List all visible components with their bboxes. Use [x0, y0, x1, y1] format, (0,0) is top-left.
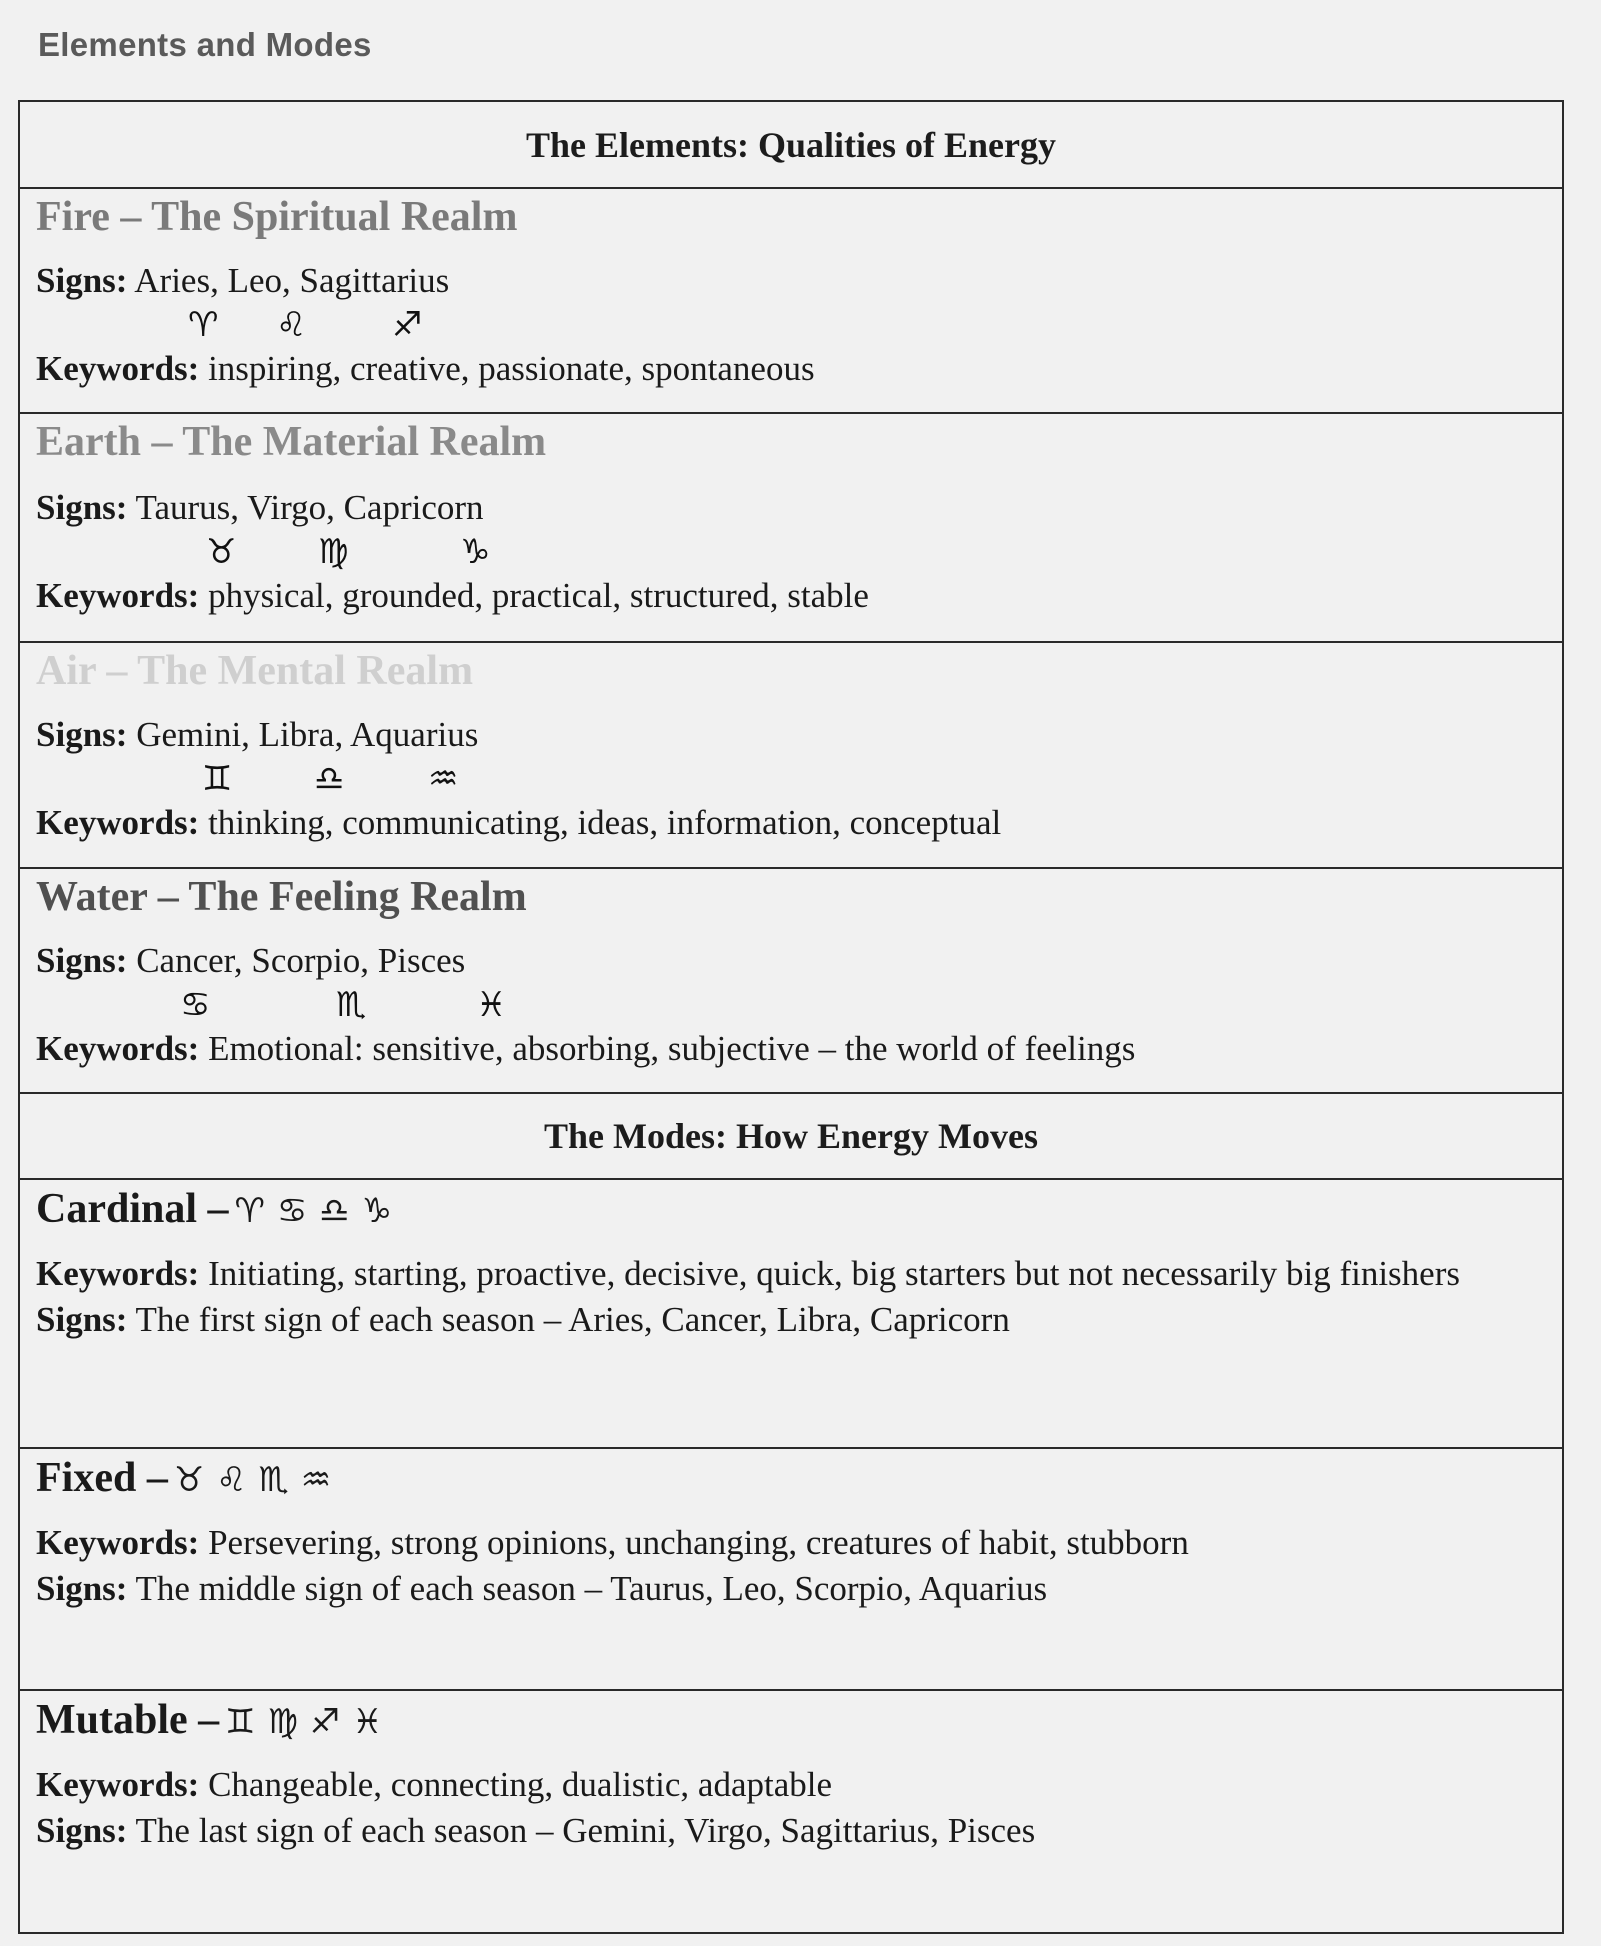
signs-line [36, 941, 1562, 981]
element-title-air: Air – The Mental Realm [36, 648, 474, 694]
signs-text: Cancer, Scorpio, Pisces [127, 941, 466, 980]
modes-header: The Modes: How Energy Moves [544, 1116, 1038, 1156]
element-row-water [20, 873, 1562, 1094]
virgo-glyph-icon: ♍ [318, 532, 349, 572]
signs-label: Signs: [36, 715, 128, 754]
signs-line [36, 715, 1562, 755]
mutable-signs-glyph-icon: ♊ ♍ ♐ ♓ [225, 1702, 383, 1742]
modes-header-row [20, 1094, 1562, 1180]
mode-name: Cardinal – [36, 1186, 229, 1232]
signs-line [36, 1569, 1544, 1609]
keywords-line [36, 1523, 1544, 1563]
leo-glyph-icon: ♌ [276, 305, 307, 345]
keywords-text: Initiating, starting, proactive, decisive, quick, big starters but not necessarily big finishers [199, 1254, 1460, 1293]
keywords-label: Keywords: [36, 349, 200, 388]
signs-label: Signs: [36, 1811, 128, 1850]
keywords-label: Keywords: [36, 1765, 200, 1804]
signs-text: Gemini, Libra, Aquarius [127, 715, 479, 754]
signs-line [36, 488, 1562, 528]
pisces-glyph-icon: ♓ [476, 985, 507, 1025]
signs-text: Taurus, Virgo, Capricorn [127, 488, 484, 527]
signs-label: Signs: [36, 488, 128, 527]
keywords-label: Keywords: [36, 1523, 200, 1562]
keywords-text: Emotional: sensitive, absorbing, subjective – the world of feelings [199, 1029, 1136, 1068]
mode-title-cardinal [36, 1184, 1544, 1236]
keywords-line [36, 349, 1562, 389]
page-heading: Elements and Modes [38, 26, 372, 63]
taurus-glyph-icon: ♉ [206, 532, 237, 572]
keywords-line [36, 1029, 1562, 1069]
mode-title-fixed [36, 1453, 1544, 1505]
keywords-text: Persevering, strong opinions, unchanging, creatures of habit, stubborn [199, 1523, 1189, 1562]
fixed-signs-glyph-icon: ♉ ♌ ♏ ♒ [173, 1460, 332, 1500]
element-title-fire: Fire – The Spiritual Realm [36, 194, 518, 240]
scorpio-glyph-icon: ♏ [336, 985, 367, 1025]
mode-name: Fixed – [36, 1455, 168, 1501]
signs-label: Signs: [36, 1569, 128, 1608]
cancer-glyph-icon: ♋ [180, 985, 211, 1025]
sign-glyphs [36, 981, 1562, 1029]
mode-row-cardinal [20, 1184, 1562, 1449]
element-row-air [20, 647, 1562, 869]
signs-line [36, 1811, 1544, 1851]
sign-glyphs [36, 301, 1562, 349]
sign-glyphs [36, 528, 1562, 576]
signs-label: Signs: [36, 1300, 128, 1339]
cardinal-signs-glyph-icon: ♈ ♋ ♎ ♑ [234, 1191, 392, 1231]
keywords-text: thinking, communicating, ideas, information, conceptual [199, 803, 1002, 842]
keywords-text: physical, grounded, practical, structured, stable [199, 576, 869, 615]
aquarius-glyph-icon: ♒ [428, 759, 459, 799]
elements-header: The Elements: Qualities of Energy [526, 124, 1056, 165]
mode-title-mutable [36, 1695, 1544, 1747]
mode-row-fixed [20, 1453, 1562, 1691]
keywords-label: Keywords: [36, 576, 200, 615]
capricorn-glyph-icon: ♑ [460, 532, 491, 572]
element-title-earth: Earth – The Material Realm [36, 419, 547, 465]
libra-glyph-icon: ♎ [314, 759, 345, 799]
signs-line [36, 261, 1562, 301]
signs-text: The first sign of each season – Aries, Cancer, Libra, Capricorn [127, 1300, 1010, 1339]
element-title-water: Water – The Feeling Realm [36, 874, 527, 920]
elements-modes-table [18, 100, 1564, 1934]
signs-label: Signs: [36, 261, 128, 300]
keywords-label: Keywords: [36, 803, 200, 842]
mode-name: Mutable – [36, 1697, 220, 1743]
signs-label: Signs: [36, 941, 128, 980]
mode-row-mutable [20, 1695, 1562, 1932]
keywords-line [36, 803, 1562, 843]
keywords-text: inspiring, creative, passionate, spontaneous [199, 349, 815, 388]
sign-glyphs [36, 755, 1562, 803]
signs-text: The last sign of each season – Gemini, Virgo, Sagittarius, Pisces [127, 1811, 1036, 1850]
keywords-line [36, 1765, 1544, 1805]
keywords-label: Keywords: [36, 1029, 200, 1068]
aries-glyph-icon: ♈ [188, 305, 219, 345]
keywords-line [36, 1254, 1544, 1294]
keywords-label: Keywords: [36, 1254, 200, 1293]
sagittarius-glyph-icon: ♐ [392, 305, 423, 345]
signs-line [36, 1300, 1544, 1340]
signs-text: The middle sign of each season – Taurus, Leo, Scorpio, Aquarius [127, 1569, 1048, 1608]
gemini-glyph-icon: ♊ [202, 759, 233, 799]
keywords-text: Changeable, connecting, dualistic, adaptable [199, 1765, 832, 1804]
element-row-earth [20, 418, 1562, 643]
elements-header-row [20, 102, 1562, 189]
signs-text: Aries, Leo, Sagittarius [127, 261, 450, 300]
element-row-fire [20, 193, 1562, 414]
keywords-line [36, 576, 1562, 616]
